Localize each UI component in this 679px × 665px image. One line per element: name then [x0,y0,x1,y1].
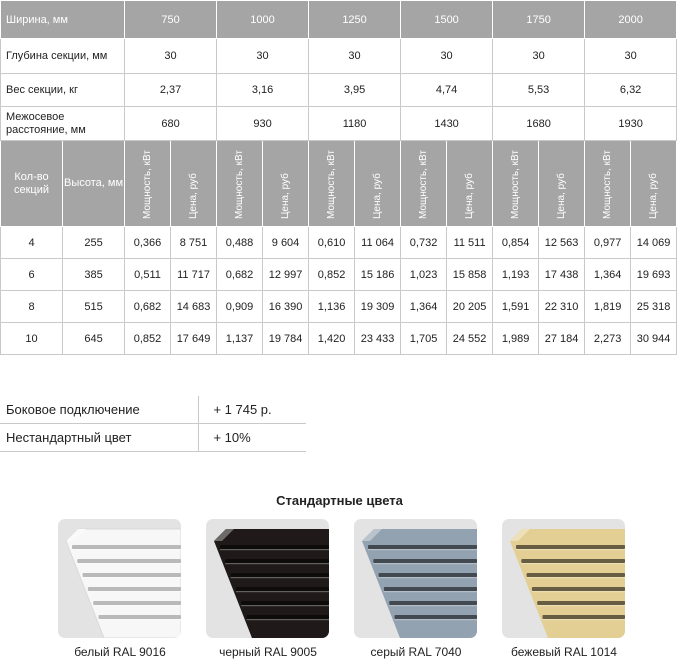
price-cell: 30 944 [631,323,677,355]
price-cell: 17 438 [539,259,585,291]
power-cell: 0,682 [217,259,263,291]
depth-value: 30 [217,39,309,74]
power-cell: 0,511 [125,259,171,291]
power-header-text: Мощность, кВт [233,150,245,219]
width-750: 750 [125,1,217,39]
depth-row [1,39,677,74]
power-cell: 1,819 [585,291,631,323]
price-header [171,141,217,227]
power-header-text: Мощность, кВт [509,150,521,219]
power-cell: 1,193 [493,259,539,291]
power-cell: 0,366 [125,227,171,259]
price-cell: 15 186 [355,259,401,291]
price-cell: 14 069 [631,227,677,259]
sections-cell: 4 [1,227,63,259]
color-label: серый RAL 7040 [370,645,462,659]
axis-value: 1680 [493,107,585,141]
power-cell: 1,137 [217,323,263,355]
data-row [1,323,677,355]
weight-value: 5,53 [493,74,585,107]
weight-value: 6,32 [585,74,677,107]
height-cell: 645 [63,323,125,355]
price-cell: 22 310 [539,291,585,323]
depth-value: 30 [125,39,217,74]
sections-cell: 8 [1,291,63,323]
price-cell: 25 318 [631,291,677,323]
colors-title: Стандартные цвета [276,493,403,508]
price-header-text: Цена, руб [555,173,567,219]
data-row [1,227,677,259]
power-cell: 0,682 [125,291,171,323]
power-cell: 0,852 [309,259,355,291]
price-header-text: Цена, руб [647,173,659,219]
height-cell: 385 [63,259,125,291]
width-label: Ширина, мм [1,1,125,39]
extra-value: + 10% [199,424,306,452]
data-row [1,259,677,291]
power-cell: 0,909 [217,291,263,323]
price-header-text: Цена, руб [463,173,475,219]
axis-row [1,107,677,141]
power-cell: 1,989 [493,323,539,355]
extras-table [0,396,306,452]
axis-value: 930 [217,107,309,141]
price-header [631,141,677,227]
width-1500: 1500 [401,1,493,39]
price-header-text: Цена, руб [371,173,383,219]
depth-value: 30 [585,39,677,74]
color-label: белый RAL 9016 [74,645,166,659]
power-header [493,141,539,227]
axis-value: 1430 [401,107,493,141]
height-header: Высота, мм [63,141,125,227]
price-cell: 11 511 [447,227,493,259]
power-cell: 1,420 [309,323,355,355]
color-swatch-white [58,519,181,638]
axis-value: 1930 [585,107,677,141]
power-cell: 1,364 [401,291,447,323]
width-1250: 1250 [309,1,401,39]
price-cell: 11 717 [171,259,217,291]
weight-value: 3,95 [309,74,401,107]
color-swatch-black [206,519,329,638]
weight-label: Вес секции, кг [1,74,125,107]
weight-value: 2,37 [125,74,217,107]
power-cell: 0,732 [401,227,447,259]
power-header [309,141,355,227]
depth-label: Глубина секции, мм [1,39,125,74]
power-cell: 0,854 [493,227,539,259]
axis-value: 1180 [309,107,401,141]
radiator-image [502,519,625,638]
price-cell: 19 784 [263,323,309,355]
power-cell: 0,488 [217,227,263,259]
sections-cell: 10 [1,323,63,355]
radiator-image [206,519,329,638]
price-cell: 20 205 [447,291,493,323]
extras-row [0,424,306,452]
price-cell: 27 184 [539,323,585,355]
power-header [585,141,631,227]
depth-value: 30 [493,39,585,74]
radiator-image [58,519,181,638]
extra-label: Нестандартный цвет [0,424,199,452]
power-header [217,141,263,227]
power-cell: 1,364 [585,259,631,291]
axis-value: 680 [125,107,217,141]
price-cell: 14 683 [171,291,217,323]
price-header [539,141,585,227]
price-header [263,141,309,227]
price-cell: 19 309 [355,291,401,323]
depth-value: 30 [309,39,401,74]
power-cell: 0,852 [125,323,171,355]
power-cell: 1,591 [493,291,539,323]
price-cell: 12 563 [539,227,585,259]
width-row [1,1,677,39]
width-1000: 1000 [217,1,309,39]
height-cell: 255 [63,227,125,259]
axis-label: Межосевое расстояние, мм [1,107,125,141]
power-header-text: Мощность, кВт [601,150,613,219]
power-cell: 1,705 [401,323,447,355]
extras-row [0,396,306,424]
sections-header: Кол-во секций [1,141,63,227]
price-cell: 11 064 [355,227,401,259]
price-cell: 23 433 [355,323,401,355]
subheader-row [1,141,677,227]
power-cell: 0,977 [585,227,631,259]
power-cell: 1,136 [309,291,355,323]
extra-value: + 1 745 р. [199,396,306,424]
price-cell: 8 751 [171,227,217,259]
power-header-text: Мощность, кВт [141,150,153,219]
price-cell: 24 552 [447,323,493,355]
color-swatch-beige [502,519,625,638]
weight-row [1,74,677,107]
price-header-text: Цена, руб [187,173,199,219]
price-cell: 12 997 [263,259,309,291]
price-cell: 16 390 [263,291,309,323]
extra-label: Боковое подключение [0,396,199,424]
power-header-text: Мощность, кВт [325,150,337,219]
power-cell: 2,273 [585,323,631,355]
weight-value: 3,16 [217,74,309,107]
color-label: черный RAL 9005 [219,645,317,659]
weight-value: 4,74 [401,74,493,107]
price-cell: 19 693 [631,259,677,291]
width-2000: 2000 [585,1,677,39]
price-header-text: Цена, руб [279,173,291,219]
power-cell: 1,023 [401,259,447,291]
price-header [355,141,401,227]
sections-cell: 6 [1,259,63,291]
price-cell: 9 604 [263,227,309,259]
price-cell: 15 858 [447,259,493,291]
data-row [1,291,677,323]
depth-value: 30 [401,39,493,74]
radiator-image [354,519,477,638]
power-header [401,141,447,227]
price-header [447,141,493,227]
color-label: бежевый RAL 1014 [511,645,617,659]
height-cell: 515 [63,291,125,323]
width-1750: 1750 [493,1,585,39]
power-header [125,141,171,227]
power-cell: 0,610 [309,227,355,259]
price-cell: 17 649 [171,323,217,355]
power-header-text: Мощность, кВт [417,150,429,219]
color-swatch-grey [354,519,477,638]
